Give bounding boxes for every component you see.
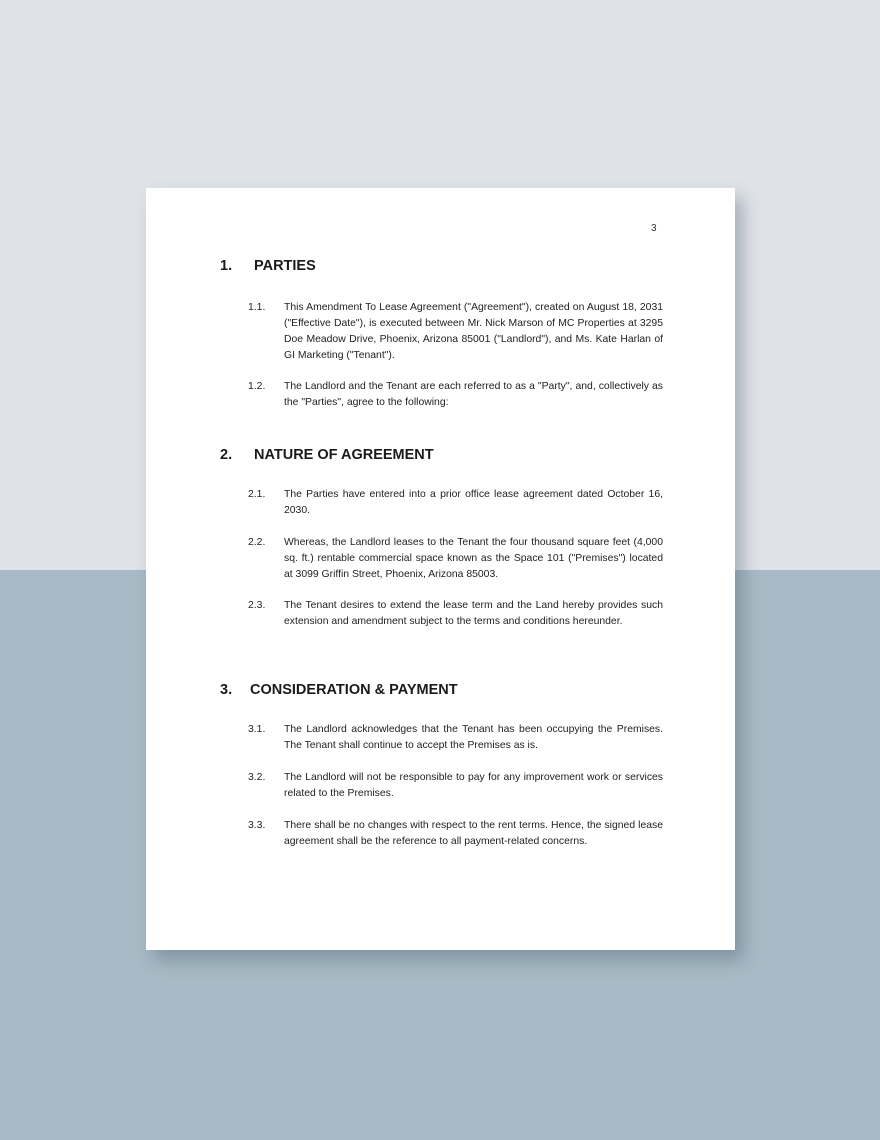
page-number: 3: [651, 223, 657, 234]
clause-text: The Tenant desires to extend the lease term and the Land hereby provides such extension and amendment subject to the terms and conditions hereunder.: [284, 600, 663, 627]
clause-number: 3.3.: [248, 820, 266, 831]
clause-3-1: [248, 722, 663, 754]
clause-text: The Landlord will not be responsible to pay for any improvement work or services related to the Premises.: [284, 772, 663, 799]
clause-2-1: [248, 487, 663, 519]
clause-number: 1.1.: [248, 302, 266, 313]
clause-3-3: [248, 818, 663, 850]
section-title: PARTIES: [254, 258, 316, 274]
clause-text: The Landlord and the Tenant are each referred to as a "Party", and, collectively as the "Parties", agree to the following:: [284, 381, 663, 408]
section-number: 1.: [220, 258, 233, 274]
clause-1-2: [248, 379, 663, 411]
clause-2-3: [248, 598, 663, 630]
clause-2-2: [248, 535, 663, 583]
section-number: 2.: [220, 447, 233, 463]
clause-text: There shall be no changes with respect to the rent terms. Hence, the signed lease agreement shall be the reference to all payment-related concerns.: [284, 820, 663, 847]
clause-3-2: [248, 770, 663, 802]
section-heading-parties: [220, 257, 316, 275]
section-heading-nature-of-agreement: [220, 446, 434, 464]
clause-number: 3.2.: [248, 772, 266, 783]
clause-number: 3.1.: [248, 724, 266, 735]
section-title: NATURE OF AGREEMENT: [254, 447, 434, 463]
clause-text: Whereas, the Landlord leases to the Tenant the four thousand square feet (4,000 sq. ft.) rentable commercial space known as the Space 101 ("Premises") located at 3099 Griffin Street, Phoenix, Arizona 85003.: [284, 537, 663, 580]
clause-text: The Parties have entered into a prior office lease agreement dated October 16, 2030.: [284, 489, 663, 516]
clause-number: 1.2.: [248, 381, 266, 392]
clause-text: The Landlord acknowledges that the Tenant has been occupying the Premises. The Tenant shall continue to accept the Premises as is.: [284, 724, 663, 751]
clause-text: This Amendment To Lease Agreement ("Agreement"), created on August 18, 2031 ("Effective Date"), is executed between Mr. Nick Marson of MC Properties at 3295 Doe Meadow Drive, Phoenix, Arizona 85001 ("Landlord"), and Ms. Kate Harlan of GI Marketing ("Tenant").: [284, 302, 663, 361]
section-title: CONSIDERATION & PAYMENT: [250, 682, 458, 698]
clause-1-1: [248, 300, 663, 364]
section-heading-consideration-payment: [220, 681, 458, 699]
clause-number: 2.1.: [248, 489, 266, 500]
section-number: 3.: [220, 682, 233, 698]
clause-number: 2.3.: [248, 600, 266, 611]
clause-number: 2.2.: [248, 537, 266, 548]
